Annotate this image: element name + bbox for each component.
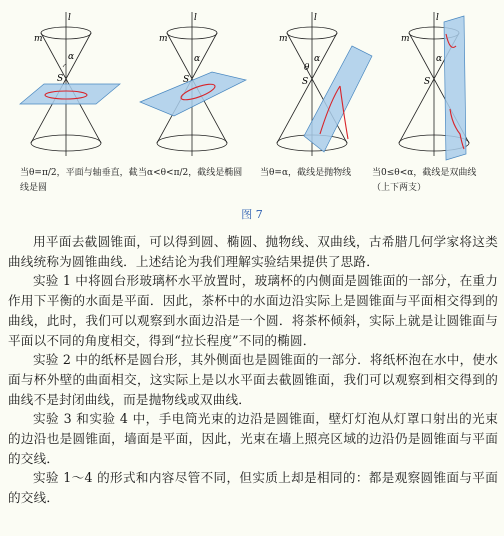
alpha-label: α (436, 54, 443, 64)
caption-prefix: 当 (138, 168, 148, 178)
axis-label: l (436, 13, 439, 23)
cone-hyperbola-diagram (380, 4, 495, 164)
paragraph: 实验 1 中将圆台形玻璃杯水平放置时，玻璃杯的内侧面是圆锥面的一部分，在重力作用下平衡的水面是平面．因此，茶杯中的水面边沿实际上是圆锥面与平面相交得到的曲线，此时，我们可以观察到水面边沿是一个圆．将茶杯倾斜，实际上就是让圆锥面与平面以不同的角度相交，得到“拉长程度”不同的椭圆． (8, 273, 498, 348)
caption-circle (20, 166, 138, 196)
paragraph: 实验 3 和实验 4 中，手电筒光束的边沿是圆锥面，壁灯灯泡从灯罩口射出的光束的边沿也是圆锥面，墙面是平面，因此，光束在墙上照亮区域的边沿仍是圆锥面与平面的交线． (8, 411, 498, 466)
generatrix-label: m (34, 34, 43, 44)
figure-captions (10, 166, 494, 206)
alpha-label: α (194, 54, 201, 64)
alpha-label: α (68, 52, 75, 62)
body-text (8, 232, 498, 508)
caption-prefix: 当 (372, 168, 382, 178)
vertex-label: S (302, 77, 309, 87)
cone-parabola-diagram (260, 4, 375, 164)
figure-title: 图 7 (241, 208, 263, 221)
caption-text: 截线是双曲线（上下两支） (372, 168, 477, 193)
generatrix-label: m (401, 34, 410, 44)
vertex-label: S (424, 77, 431, 87)
figure-hyperbola (380, 4, 495, 164)
axis-label: l (194, 13, 197, 23)
paragraph: 实验 1～4 的形式和内容尽管不同，但实质上却是相同的：都是观察圆锥面与平面的交线． (8, 470, 498, 506)
paragraph: 实验 2 中的纸杯是圆台形，其外侧面也是圆锥面的一部分．将纸杯泡在水中，使水面与杯外壁的曲面相交，这实际上是以水平面去截圆锥面，我们可以观察到相交得到的曲线不是封闭曲线，而是抛物线或双曲线． (8, 352, 498, 407)
caption-prefix: 当 (20, 168, 30, 178)
cone-ellipse-diagram (134, 4, 249, 164)
figure-circle (10, 4, 125, 164)
vertex-label: S (57, 74, 64, 84)
vertex-label: S (183, 75, 190, 85)
caption-condition: α<θ<π/2， (147, 168, 198, 178)
caption-text: 截线是抛物线 (297, 168, 352, 178)
caption-parabola (260, 166, 378, 181)
caption-ellipse (138, 166, 256, 181)
caption-condition: θ=π/2， (29, 168, 66, 178)
generatrix-label: m (279, 34, 288, 44)
caption-text: 平面与轴垂直，截线是圆 (20, 168, 138, 193)
generatrix-label: m (159, 34, 168, 44)
caption-condition: 0≤θ<α， (381, 168, 423, 178)
caption-hyperbola (372, 166, 490, 196)
figure-parabola (260, 4, 375, 164)
figure-ellipse (134, 4, 249, 164)
caption-text: 截线是椭圆 (197, 168, 243, 178)
cone-circle-diagram (10, 4, 125, 164)
paragraph: 用平面去截圆锥面，可以得到圆、椭圆、抛物线、双曲线，古希腊几何学家将这类曲线统称为圆锥曲线．上述结论为我们理解实验结果提供了思路． (8, 234, 498, 269)
caption-prefix: 当 (260, 168, 270, 178)
figure-row (10, 4, 494, 164)
axis-label: l (68, 13, 71, 23)
alpha-label: α (314, 54, 321, 64)
axis-label: l (314, 13, 317, 23)
theta-label: θ (304, 63, 310, 73)
caption-condition: θ=α， (269, 168, 298, 178)
